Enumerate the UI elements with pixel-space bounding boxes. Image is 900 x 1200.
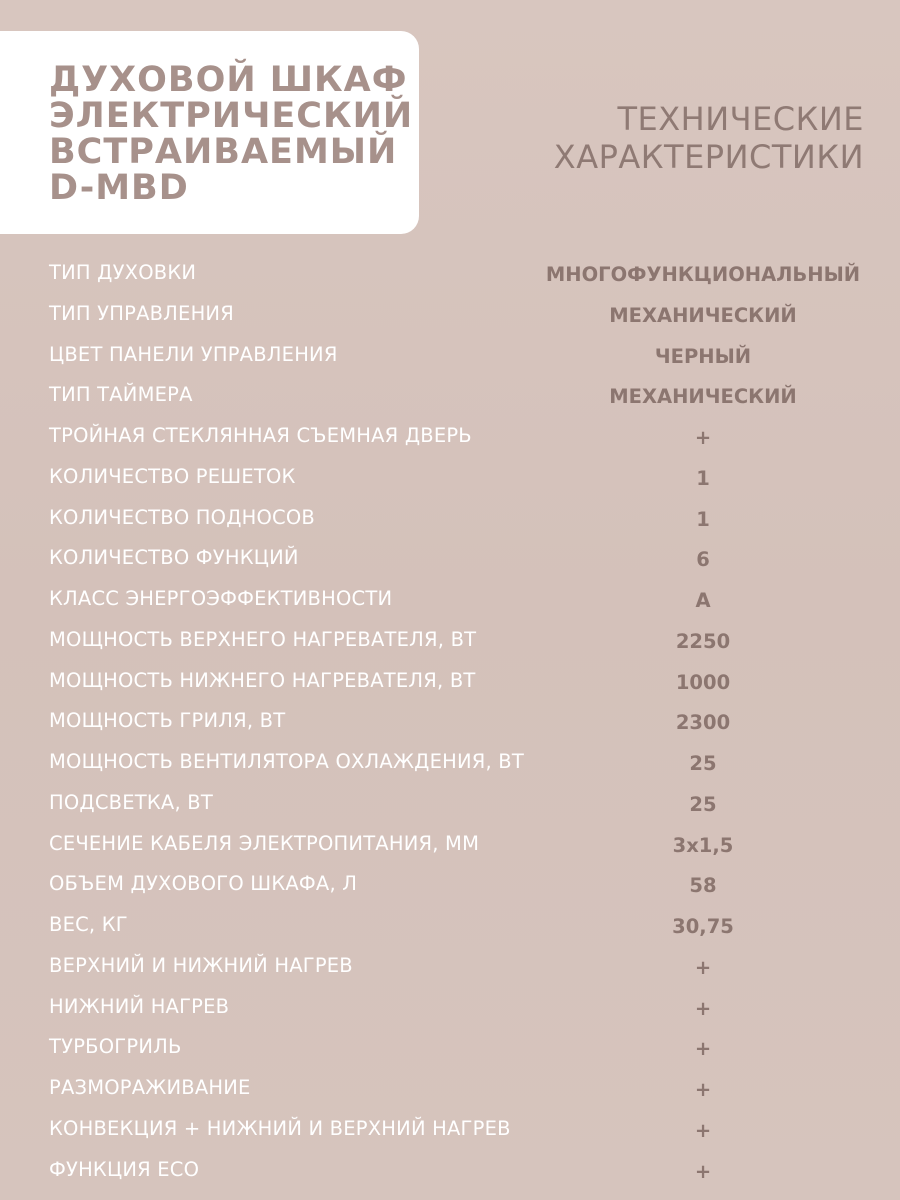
spec-row (0, 458, 900, 499)
spec-value: + (694, 1078, 712, 1101)
spec-label: КОНВЕКЦИЯ + НИЖНИЙ И ВЕРХНИЙ НАГРЕВ (49, 1116, 511, 1140)
spec-label: МОЩНОСТЬ НИЖНЕГО НАГРЕВАТЕЛЯ, ВТ (49, 668, 476, 692)
spec-row (0, 621, 900, 662)
spec-value: 1000 (675, 670, 731, 694)
spec-value: МЕХАНИЧЕСКИЙ (609, 303, 797, 327)
spec-label: ВЕС, КГ (49, 913, 128, 936)
spec-row (0, 539, 900, 580)
spec-row (0, 662, 900, 703)
spec-value: + (694, 1159, 712, 1183)
spec-row (0, 254, 900, 295)
spec-row (0, 336, 900, 377)
spec-label: ФУНКЦИЯ ECO (49, 1157, 200, 1181)
spec-value: 1 (696, 507, 710, 531)
spec-value: ЧЕРНЫЙ (654, 344, 752, 368)
product-title-line: ЭЛЕКТРИЧЕСКИЙ (49, 96, 414, 136)
product-title-line: ДУХОВОЙ ШКАФ (49, 60, 408, 100)
spec-value: + (694, 955, 712, 979)
spec-label: ТИП ТАЙМЕРА (49, 383, 193, 407)
spec-label: НИЖНИЙ НАГРЕВ (49, 994, 230, 1018)
spec-value: + (694, 1037, 712, 1061)
spec-label: КОЛИЧЕСТВО РЕШЕТОК (49, 464, 296, 488)
spec-value: + (694, 1118, 712, 1142)
spec-row (0, 906, 900, 947)
spec-label: ПОДСВЕТКА, ВТ (49, 790, 213, 814)
spec-value: 25 (689, 752, 717, 775)
spec-value: 30,75 (672, 915, 734, 938)
spec-row (0, 376, 900, 417)
spec-value: 25 (689, 792, 717, 816)
spec-value: A (695, 589, 711, 612)
spec-label: ВЕРХНИЙ И НИЖНИЙ НАГРЕВ (49, 953, 353, 977)
section-heading-line: ТЕХНИЧЕСКИЕ (617, 100, 864, 138)
product-title-line: ВСТРАИВАЕМЫЙ (49, 132, 398, 172)
spec-label: ТРОЙНАЯ СТЕКЛЯННАЯ СЪЕМНАЯ ДВЕРЬ (49, 424, 472, 447)
spec-value: МНОГОФУНКЦИОНАЛЬНЫЙ (545, 263, 861, 286)
spec-value: + (694, 426, 712, 449)
spec-value: 2250 (675, 629, 731, 653)
spec-label: ТУРБОГРИЛЬ (49, 1035, 182, 1059)
spec-row (0, 499, 900, 540)
spec-row (0, 1028, 900, 1069)
spec-row (0, 702, 900, 743)
specs-table (0, 254, 900, 1191)
spec-row (0, 1069, 900, 1110)
spec-value: 58 (689, 874, 717, 898)
spec-label: ТИП УПРАВЛЕНИЯ (49, 301, 234, 325)
spec-row (0, 825, 900, 866)
spec-label: КЛАСС ЭНЕРГОЭФФЕКТИВНОСТИ (49, 587, 393, 610)
spec-row (0, 1151, 900, 1192)
spec-value: 1 (696, 466, 710, 490)
product-title-line: D-MBD (49, 168, 189, 208)
spec-row (0, 1110, 900, 1151)
spec-row (0, 784, 900, 825)
spec-label: ЦВЕТ ПАНЕЛИ УПРАВЛЕНИЯ (49, 342, 338, 366)
spec-value: 2300 (675, 711, 731, 735)
section-heading (554, 100, 864, 176)
spec-row (0, 988, 900, 1029)
spec-label: РАЗМОРАЖИВАНИЕ (49, 1076, 251, 1099)
spec-label: ТИП ДУХОВКИ (49, 261, 197, 284)
spec-label: КОЛИЧЕСТВО ФУНКЦИЙ (49, 546, 299, 570)
spec-label: КОЛИЧЕСТВО ПОДНОСОВ (49, 505, 315, 529)
spec-label: СЕЧЕНИЕ КАБЕЛЯ ЭЛЕКТРОПИТАНИЯ, ММ (49, 831, 480, 855)
spec-row (0, 295, 900, 336)
spec-value: 6 (696, 548, 710, 572)
spec-value: МЕХАНИЧЕСКИЙ (609, 385, 797, 409)
spec-label: ОБЪЕМ ДУХОВОГО ШКАФА, Л (49, 872, 358, 896)
spec-row (0, 580, 900, 621)
spec-row (0, 865, 900, 906)
spec-row (0, 417, 900, 458)
spec-value: + (694, 996, 712, 1020)
spec-label: МОЩНОСТЬ ГРИЛЯ, ВТ (49, 709, 286, 733)
spec-label: МОЩНОСТЬ ВЕРХНЕГО НАГРЕВАТЕЛЯ, ВТ (49, 627, 477, 651)
spec-label: МОЩНОСТЬ ВЕНТИЛЯТОРА ОХЛАЖДЕНИЯ, ВТ (49, 750, 524, 773)
spec-row (0, 947, 900, 988)
spec-row (0, 743, 900, 784)
spec-value: 3x1,5 (672, 833, 734, 857)
section-heading-line: ХАРАКТЕРИСТИКИ (553, 138, 864, 176)
product-title (49, 62, 413, 206)
